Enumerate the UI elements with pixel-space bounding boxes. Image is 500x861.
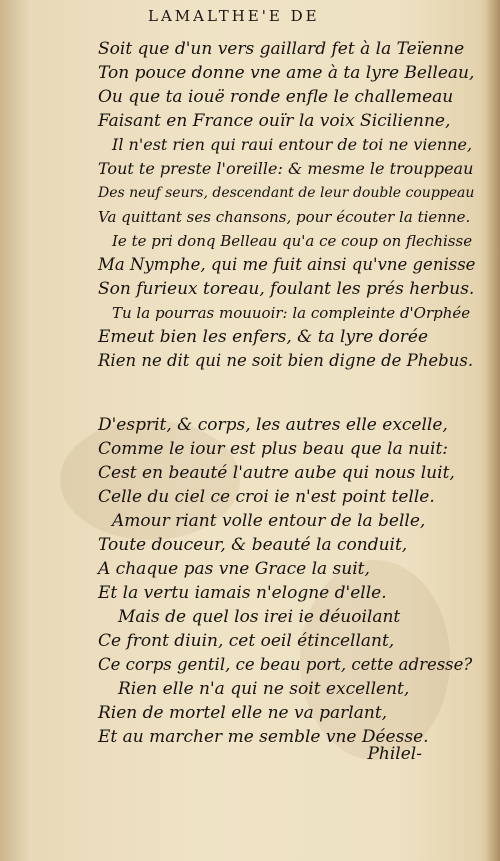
- verse-line: Ce corps gentil, ce beau port, cette adresse?: [98, 655, 473, 674]
- verse-line: Et la vertu iamais n'elogne d'elle.: [98, 583, 387, 603]
- running-header: LAMALTHE'E DE: [148, 7, 320, 25]
- verse-line: Tout te preste l'oreille: & mesme le trouppeau: [98, 159, 474, 178]
- verse-line: Rien de mortel elle ne va parlant,: [98, 703, 388, 723]
- verse-line: Des neuf seurs, descendant de leur double couppeau: [98, 185, 475, 201]
- verse-line: A chaque pas vne Grace la suit,: [98, 559, 370, 579]
- verse-line: Et au marcher me semble vne Déesse.: [98, 727, 429, 747]
- catchword: Philel-: [367, 744, 422, 764]
- verse-line: Faisant en France ouïr la voix Sicilienne,: [98, 111, 451, 131]
- verse-line: Amour riant volle entour de la belle,: [112, 511, 426, 531]
- verse-line: Soit que d'un vers gaillard fet à la Teïenne: [98, 39, 465, 59]
- verse-line: Ton pouce donne vne ame à ta lyre Belleau,: [98, 63, 475, 83]
- verse-line: Ce front diuin, cet oeil étincellant,: [98, 631, 395, 651]
- verse-line: Rien elle n'a qui ne soit excellent,: [118, 679, 410, 699]
- verse-line: D'esprit, & corps, les autres elle excelle,: [98, 415, 448, 435]
- verse-line: Celle du ciel ce croi ie n'est point telle.: [98, 487, 435, 507]
- page-edge-shadow: [486, 0, 500, 861]
- verse-line: Rien ne dit qui ne soit bien digne de Phebus.: [98, 351, 474, 370]
- verse-line: Il n'est rien qui raui entour de toi ne vienne,: [112, 135, 473, 154]
- verse-line: Ou que ta iouë ronde enfle le challemeau: [98, 87, 454, 107]
- verse-line: Comme le iour est plus beau que la nuit:: [98, 439, 449, 459]
- verse-line: Son furieux toreau, foulant les prés herbus.: [98, 279, 475, 299]
- verse-line: Tu la pourras mouuoir: la compleinte d'Orphée: [112, 304, 471, 322]
- verse-line: Cest en beauté l'autre aube qui nous luit,: [98, 463, 455, 483]
- verse-line: Emeut bien les enfers, & ta lyre dorée: [98, 327, 429, 347]
- verse-line: Ie te pri donq Belleau qu'a ce coup on flechisse: [112, 232, 473, 250]
- verse-line: Va quittant ses chansons, pour écouter la tienne.: [98, 208, 471, 226]
- verse-line: Toute douceur, & beauté la conduit,: [98, 535, 408, 555]
- verse-line: Ma Nymphe, qui me fuit ainsi qu'vne genisse: [98, 255, 476, 274]
- verse-line: Mais de quel los irei ie déuoilant: [118, 607, 401, 627]
